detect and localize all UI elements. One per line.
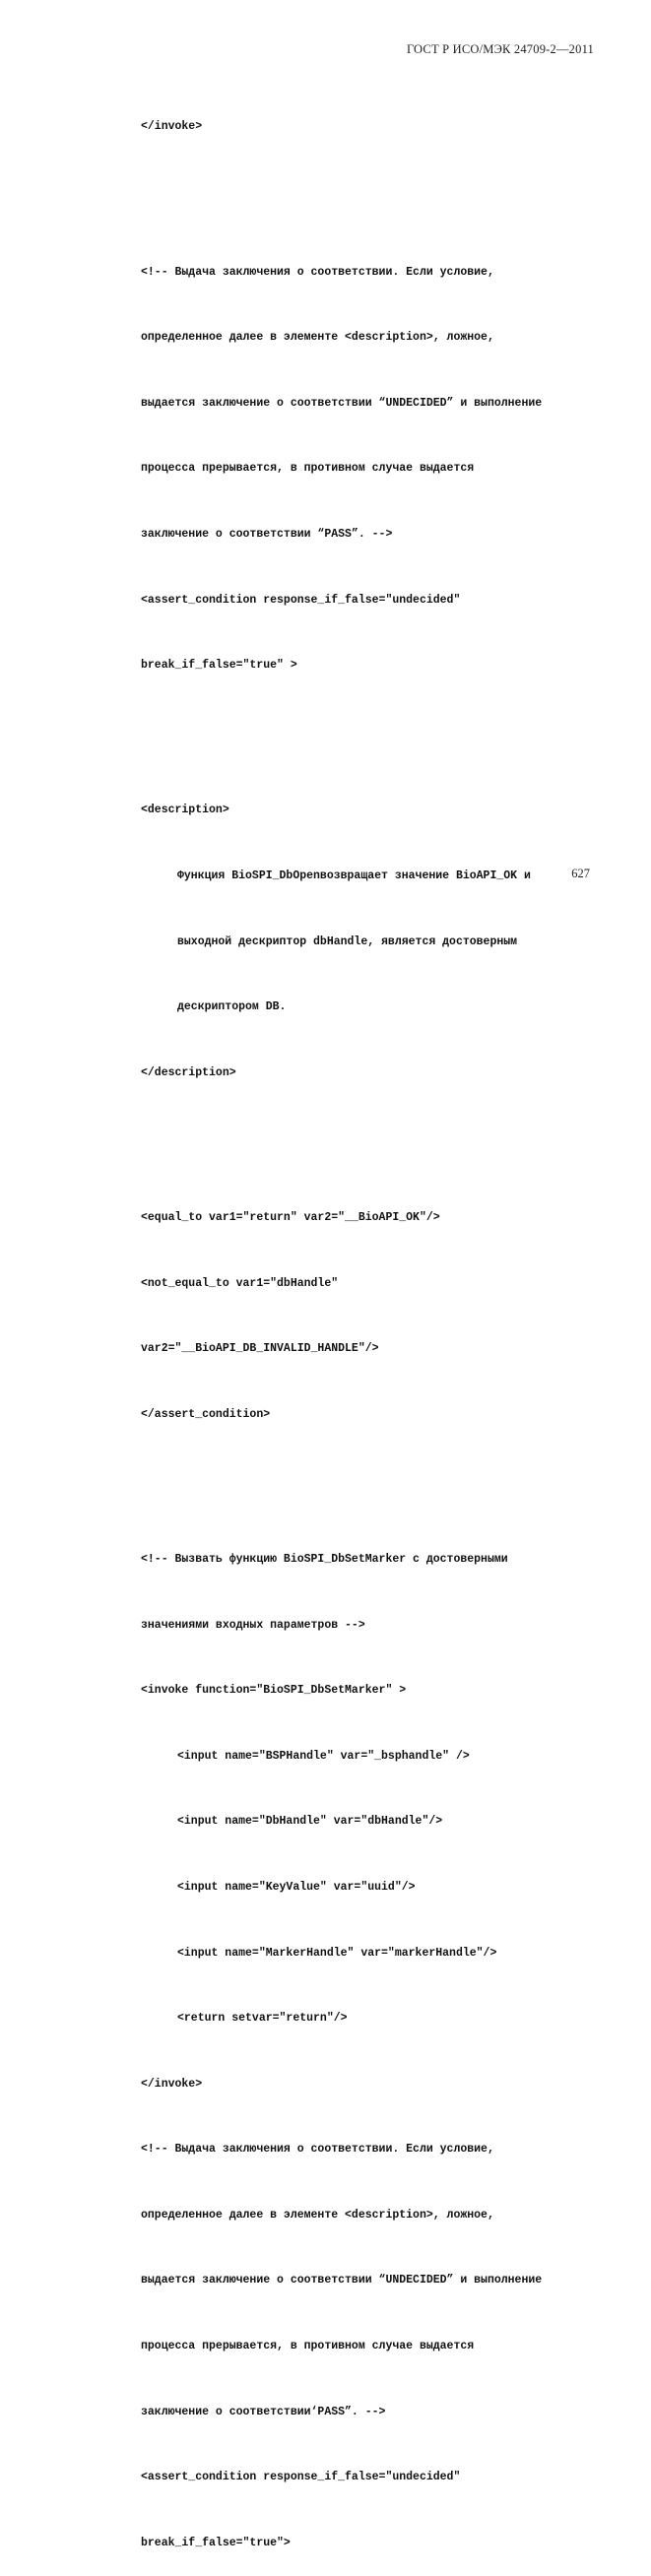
code-line: <invoke function="BioSPI_DbSetMarker" > — [141, 1684, 407, 1698]
code-line: заключение о соответствии “PASS”. --> — [141, 527, 393, 541]
code-listing — [141, 73, 604, 2576]
code-line: <!-- Выдача заключения о соответствии. Если условие, — [141, 2143, 494, 2157]
code-line: <input name="BSPHandle" var="_bsphandle" /> — [177, 1749, 470, 1763]
code-line: процесса прерывается, в противном случае выдается — [141, 462, 475, 476]
code-line: значениями входных параметров --> — [141, 1618, 365, 1632]
page-number: 627 — [571, 867, 590, 880]
code-line: <!-- Выдача заключения о соответствии. Если условие, — [141, 265, 494, 279]
code-line: <input name="MarkerHandle" var="markerHandle"/> — [177, 1946, 497, 1960]
code-line: break_if_false="true" > — [141, 659, 297, 673]
code-line: <return setvar="return"/> — [177, 2012, 348, 2026]
code-line: Функция BioSPI_DbOpenвозвращает значение BioAPI_OK и — [177, 869, 531, 882]
code-line: break_if_false="true"> — [141, 2536, 291, 2549]
code-line: <!-- Вызвать функцию BioSPI_DbSetMarker с достоверными — [141, 1552, 508, 1566]
code-line: <assert_condition response_if_false="undecided" — [141, 593, 461, 607]
code-line: определенное далее в элементе <description>, ложное, — [141, 2208, 494, 2222]
code-line: процесса прерывается, в противном случае выдается — [141, 2340, 475, 2353]
code-line: </invoke> — [141, 2077, 203, 2091]
code-line: выходной дескриптор dbHandle, является достоверным — [177, 934, 518, 948]
code-line: <description> — [141, 804, 229, 817]
code-line: <equal_to var1="return" var2="__BioAPI_OK"/> — [141, 1210, 440, 1224]
code-line: выдается заключение о соответствии “UNDECIDED” и выполнение — [141, 2274, 543, 2287]
code-line: <not_equal_to var1="dbHandle" — [141, 1276, 339, 1290]
code-line: <assert_condition response_if_false="undecided" — [141, 2471, 461, 2484]
code-line: var2="__BioAPI_DB_INVALID_HANDLE"/> — [141, 1342, 379, 1356]
code-line: </assert_condition> — [141, 1407, 271, 1421]
code-line: дескриптором DB. — [177, 1000, 287, 1014]
code-line: </description> — [141, 1065, 236, 1079]
code-line: определенное далее в элементе <description>, ложное, — [141, 331, 494, 345]
code-line: заключение о соответствии‘PASS”. --> — [141, 2405, 386, 2418]
code-line: <input name="DbHandle" var="dbHandle"/> — [177, 1815, 443, 1829]
code-line: <input name="KeyValue" var="uuid"/> — [177, 1880, 416, 1894]
code-line: выдается заключение о соответствии “UNDECIDED” и выполнение — [141, 396, 543, 410]
code-line: </invoke> — [141, 120, 203, 134]
page-header-standard: ГОСТ Р ИСО/МЭК 24709-2—2011 — [406, 42, 594, 56]
